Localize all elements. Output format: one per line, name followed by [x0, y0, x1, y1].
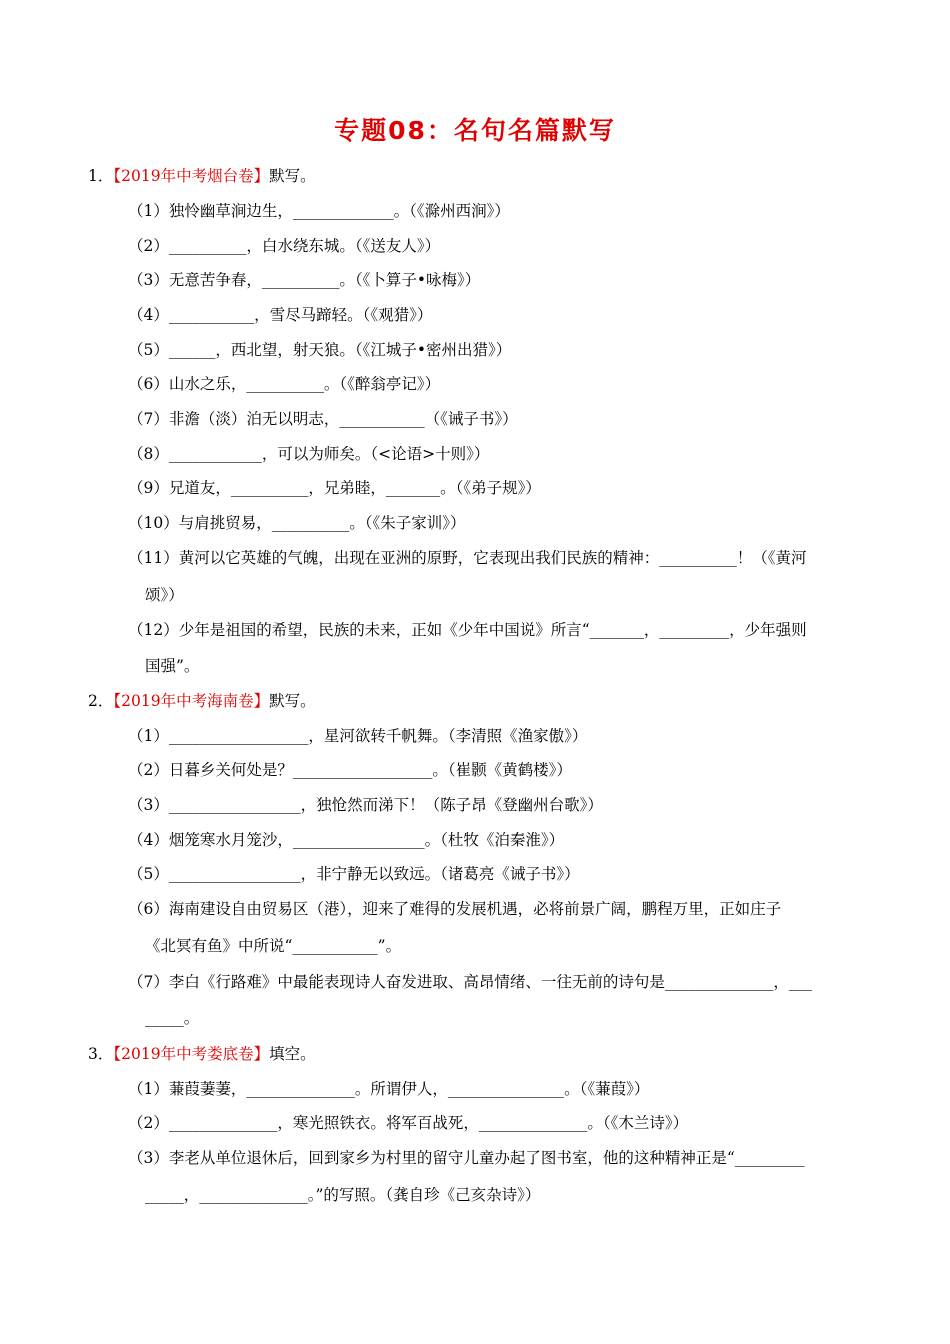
question-number: 2． — [88, 692, 114, 710]
question-1-item-9: （9）兄道友，__________，兄弟睦，_______。（《弟子规》） — [128, 479, 541, 497]
question-number: 1． — [88, 167, 114, 185]
question-number: 3． — [88, 1045, 114, 1063]
question-1-item-10: （10）与肩挑贸易，__________。（《朱子家训》） — [128, 514, 466, 532]
page-title: 专题08：名句名篇默写 — [334, 116, 616, 145]
question-2-item-5: （5）_________________，非宁静无以致远。（诸葛亮《诫子书》） — [128, 865, 580, 883]
question-1-item-7: （7）非澹（淡）泊无以明志，___________（《诫子书》） — [128, 410, 518, 428]
question-3-header — [88, 1042, 316, 1064]
question-3-item-2: （2）______________，寒光照铁衣。将军百战死，______________。（《木兰诗》） — [128, 1114, 689, 1132]
question-1-item-5: （5）______，西北望，射天狼。（《江城子•密州出猎》） — [128, 341, 512, 359]
question-2-item-2: （2）日暮乡关何处是？__________________。（崔颢《黄鹤楼》） — [128, 761, 572, 779]
question-1-item-11-cont: 颂》） — [145, 586, 184, 604]
question-1-item-1: （1）独怜幽草涧边生，_____________。（《滁州西涧》） — [128, 202, 510, 220]
question-2-item-6-cont: 《北冥有鱼》中所说“___________”。 — [145, 937, 402, 955]
question-1-item-12-cont: 国强”。 — [145, 657, 200, 675]
question-source: 【2019年中考烟台卷】 — [113, 167, 270, 185]
question-3-item-3: （3）李老从单位退休后，回到家乡为村里的留守儿童办起了图书室，他的这种精神正是“_________ — [128, 1149, 805, 1167]
question-task: 默写。 — [269, 167, 316, 185]
question-1-item-11: （11）黄河以它英雄的气魄，出现在亚洲的原野，它表现出我们民族的精神：__________！（《黄河 — [128, 549, 807, 567]
question-1-item-2: （2）__________，白水绕东城。（《送友人》） — [128, 237, 441, 255]
question-2-header — [88, 689, 316, 711]
question-2-item-4: （4）烟笼寒水月笼沙，_________________。（杜牧《泊秦淮》） — [128, 831, 565, 849]
question-2-item-6: （6）海南建设自由贸易区（港），迎来了难得的发展机遇，必将前景广阔，鹏程万里，正如庄子 — [128, 900, 782, 918]
question-2-item-7: （7）李白《行路难》中最能表现诗人奋发进取、高昂情绪、一往无前的诗句是______________，___ — [128, 973, 813, 991]
question-1-item-12: （12）少年是祖国的希望，民族的未来，正如《少年中国说》所言“_______，_________，少年强则 — [128, 621, 807, 639]
question-source: 【2019年中考娄底卷】 — [113, 1045, 270, 1063]
question-task: 默写。 — [269, 692, 316, 710]
question-2-item-7-cont: _____。 — [145, 1009, 200, 1027]
question-1-item-3: （3）无意苦争春，__________。（《卜算子•咏梅》） — [128, 271, 481, 289]
question-1-item-8: （8）____________，可以为师矣。（<论语>十则》） — [128, 445, 490, 463]
question-1-item-6: （6）山水之乐，__________。（《醉翁亭记》） — [128, 375, 441, 393]
question-3-item-1: （1）蒹葭萋萋，______________。所谓伊人，_______________。（《蒹葭》） — [128, 1080, 650, 1098]
question-source: 【2019年中考海南卷】 — [113, 692, 270, 710]
question-2-item-3: （3）_________________，独怆然而涕下！（陈子昂《登幽州台歌》） — [128, 796, 603, 814]
question-1-header — [88, 164, 316, 186]
question-2-item-1: （1）__________________，星河欲转千帆舞。（李清照《渔家傲》） — [128, 727, 588, 745]
question-3-item-3-cont: _____，______________。”的写照。（龚自珍《己亥杂诗》） — [145, 1186, 541, 1204]
question-1-item-4: （4）___________，雪尽马蹄轻。（《观猎》） — [128, 306, 433, 324]
question-task: 填空。 — [269, 1045, 316, 1063]
